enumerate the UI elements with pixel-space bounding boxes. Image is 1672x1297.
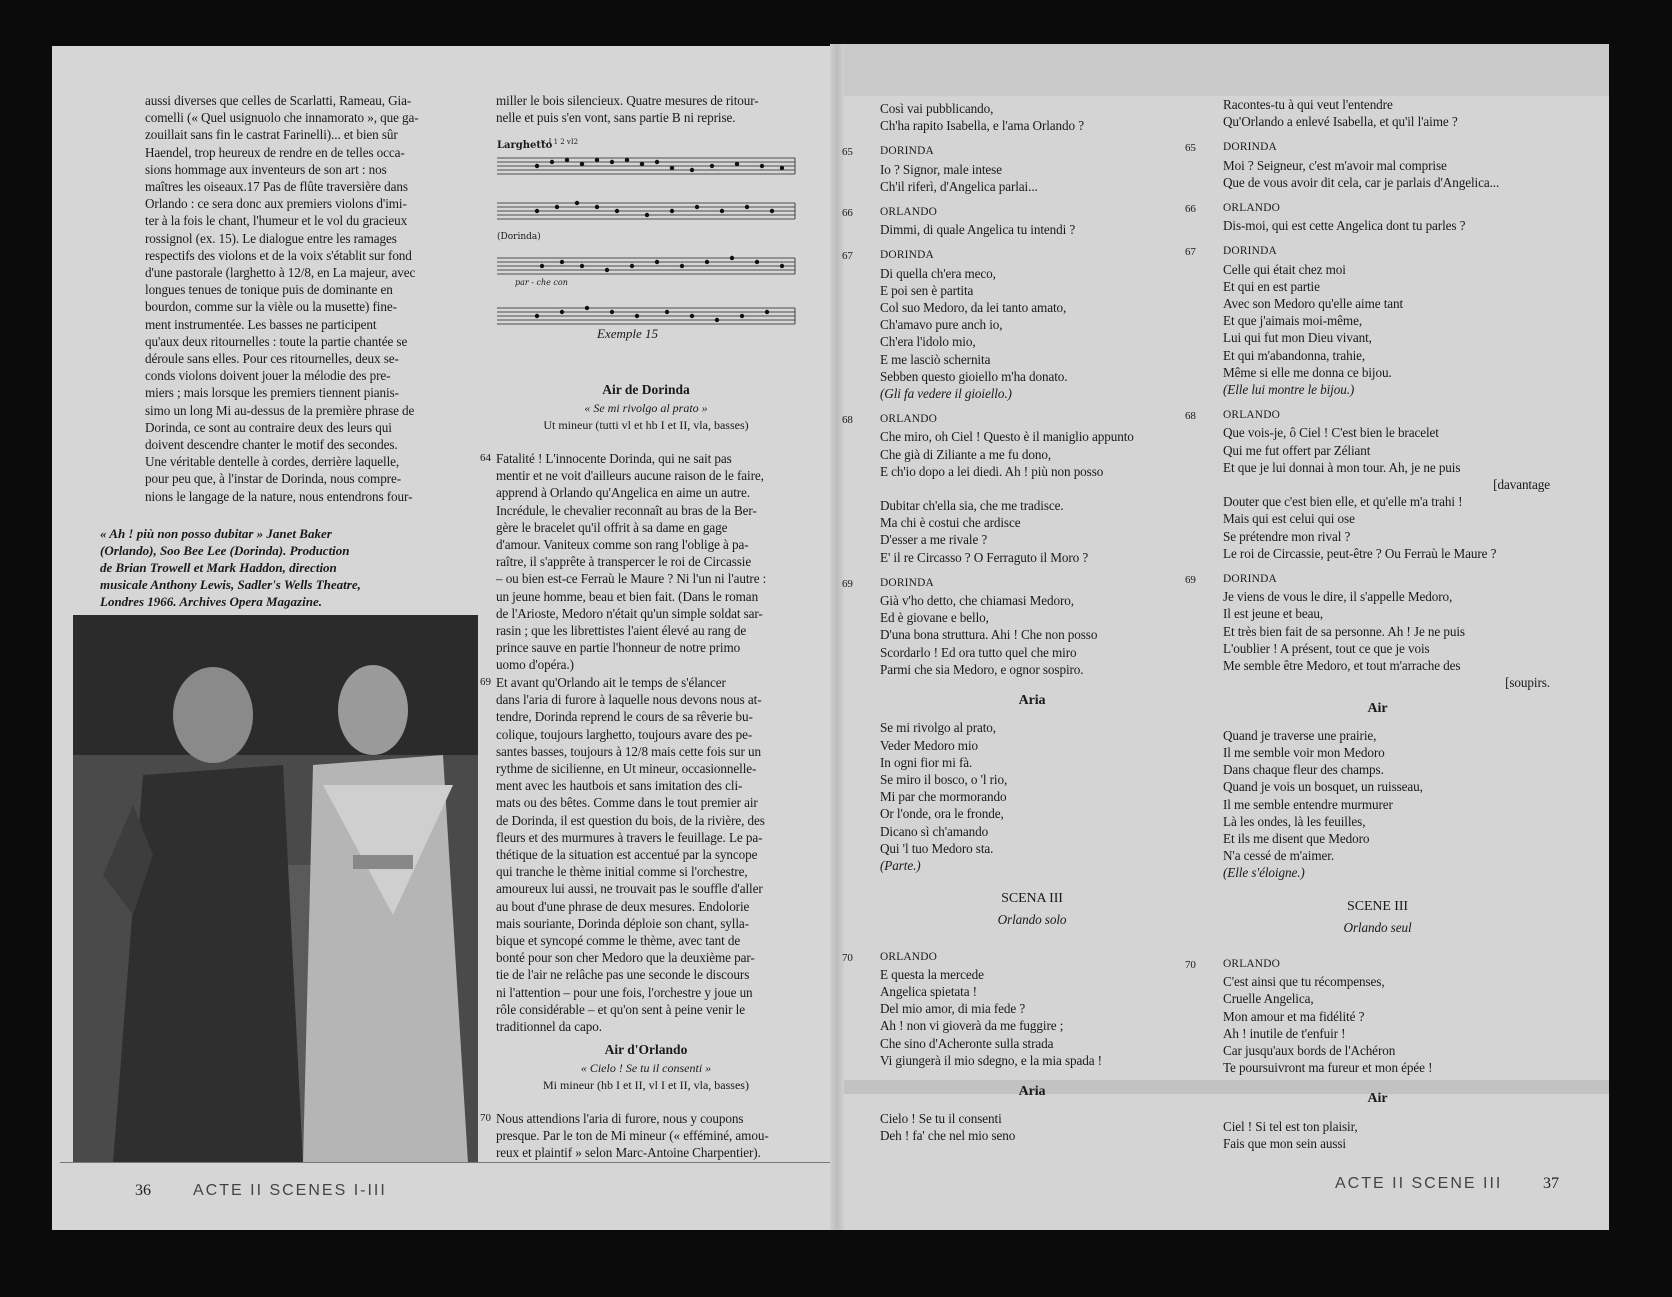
italian-speech-block: [842, 247, 1202, 402]
text-line: qu'aux deux ritournelles : toute la partie chantée se: [145, 333, 408, 349]
left-column-1: [145, 92, 450, 505]
verse-line: E poi sen è partita: [880, 282, 974, 298]
verse-line: Celle qui était chez moi: [1223, 261, 1346, 277]
text-line: rythme de sicilienne, en Ut mineur, occasionnelle-: [496, 761, 757, 777]
text-line: un jeune homme, beau et bien fait. (Dans le roman: [496, 588, 759, 604]
verse-line: Che miro, oh Ciel ! Questo è il maniglio appunto: [880, 429, 1134, 445]
score-staves: [497, 148, 797, 338]
text-line: ter à la fois le chant, l'humeur et le vol du gracieux: [145, 213, 408, 229]
text-line: doivent descendre chanter le motif des secondes.: [145, 437, 398, 453]
music-example-15: [497, 138, 797, 343]
speech-number: 67: [842, 250, 853, 263]
text-line: colique, toujours larghetto, toujours avare des pe-: [496, 726, 753, 742]
caption-line: « Ah ! più non posso dubitar » Janet Baker: [100, 526, 332, 541]
french-speech-block: [1185, 571, 1550, 691]
speaker-name: DORINDA: [1223, 141, 1277, 154]
aria-text: [862, 719, 1202, 874]
text-line: pour peu que, à l'instar de Dorinda, nous compre-: [145, 471, 402, 487]
verse-line: Vi giungerà il mio sdegno, e la mia spada !: [880, 1052, 1102, 1068]
french-translation-column: [1185, 96, 1550, 1152]
air-heading: Air: [1367, 700, 1388, 716]
italian-speech-block: [842, 411, 1202, 566]
italian-speech-block: [842, 575, 1202, 678]
verse-line: E me lasciò schernita: [880, 351, 991, 367]
verse-line: Et très bien fait de sa personne. Ah ! Je ne puis: [1223, 623, 1465, 639]
french-speech-block: [1185, 200, 1550, 234]
air-text: [1205, 1118, 1550, 1152]
score-tempo: Larghetto: [497, 140, 553, 151]
text-line: d'amour. Vaniteux comme son rang l'oblige à pa-: [496, 537, 749, 553]
verse-group: [1205, 96, 1550, 130]
verse-line: Me semble être Medoro, et tout m'arrache des: [1223, 658, 1461, 674]
speaker-name: ORLANDO: [1223, 202, 1281, 215]
verse-line: Ch'ha rapito Isabella, e l'ama Orlando ?: [880, 118, 1084, 134]
page-number-right: 37: [1543, 1175, 1559, 1192]
verse-line: Se mi rivolgo al prato,: [880, 720, 997, 736]
air-orlando-title: Air d'Orlando: [604, 1042, 688, 1057]
text-line: tie de l'air ne relâche pas une seconde le discours: [496, 967, 750, 983]
speaker-name: ORLANDO: [880, 413, 938, 426]
scene-subtitle: Orlando solo: [997, 912, 1067, 928]
caption-line: Londres 1966. Archives Opera Magazine.: [100, 594, 322, 609]
left-column-2-paragraph-3: [496, 1110, 796, 1162]
text-line: nions le langage de la nature, nous entendrons four-: [145, 488, 413, 504]
verse-line: Scordarlo ! Ed ora tutto quel che miro: [880, 644, 1077, 660]
text-line: d'une pastorale (larghetto à 12/8, en La majeur, avec: [145, 265, 416, 281]
aria-heading: Aria: [1018, 693, 1046, 709]
french-speech-block: [1185, 243, 1550, 398]
caption-line: (Orlando), Soo Bee Lee (Dorinda). Production: [100, 543, 350, 558]
text-line: raître, il s'apprête à transpercer le roi de Circassie: [496, 554, 752, 570]
running-footer-right: ACTE II SCENE III: [1335, 1175, 1503, 1192]
verse-line: Je viens de vous le dire, il s'appelle Medoro,: [1223, 589, 1453, 605]
verse-line: E' il re Circasso ? O Ferraguto il Moro ?: [880, 549, 1089, 565]
verse-line: Già v'ho detto, che chiamasi Medoro,: [880, 593, 1074, 609]
margin-number: 70: [480, 1112, 491, 1124]
verse-line: Il me semble entendre murmurer: [1223, 796, 1393, 812]
speech-number: 69: [1185, 574, 1196, 587]
text-line: Nous attendions l'aria di furore, nous y coupons: [496, 1111, 744, 1126]
speaker-name: ORLANDO: [1223, 409, 1281, 422]
verse-line: Mais qui est celui qui ose: [1223, 511, 1355, 527]
air-dorinda-scoring: Ut mineur (tutti vl et hb I et II, vla, basses): [543, 418, 749, 432]
speech-number: 66: [1185, 203, 1196, 216]
verse-line: Là les ondes, là les feuilles,: [1223, 813, 1366, 829]
verse-line: Mi par che mormorando: [880, 789, 1007, 805]
text-line: tendre, Dorinda reprend le cours de sa rêverie bu-: [496, 709, 753, 725]
verse-line: Cielo ! Se tu il consenti: [880, 1111, 1002, 1127]
scene-heading: SCENE III: [1347, 898, 1408, 914]
french-speech-block: [1185, 956, 1550, 1076]
left-column-2-paragraph-1: [496, 450, 796, 674]
verse-line: Ah ! non vi gioverà da me fuggire ;: [880, 1018, 1064, 1034]
verse-line: Moi ? Seigneur, c'est m'avoir mal comprise: [1223, 157, 1447, 173]
text-line: reux et plaintif » selon Marc-Antoine Charpentier).: [496, 1145, 761, 1161]
speech-number: 65: [842, 146, 853, 159]
speaker-name: ORLANDO: [880, 206, 938, 219]
score-lyric: par - che con: [515, 278, 568, 287]
verse-line: Col suo Medoro, da lei tanto amato,: [880, 300, 1067, 316]
verse-line: Et que je lui donnai à mon tour. Ah, je ne puis: [1223, 459, 1461, 475]
verse-line: D'esser a me rivale ?: [880, 532, 988, 548]
verse-line: Ch'era l'idolo mio,: [880, 334, 976, 350]
speech-number: 68: [842, 414, 853, 427]
text-line: ment instrumentée. Les basses ne participent: [145, 316, 377, 332]
verse-line: Ah ! inutile de t'enfuir !: [1223, 1025, 1346, 1041]
verse-line: Avec son Medoro qu'elle aime tant: [1223, 296, 1404, 312]
verse-line: Io ? Signor, male intese: [880, 161, 1002, 177]
italian-speech-block: [842, 204, 1202, 238]
aria-heading: Aria: [1018, 1083, 1046, 1099]
text-line: miller le bois silencieux. Quatre mesures de ritour-: [496, 93, 759, 108]
text-line: Fatalité ! L'innocente Dorinda, qui ne sait pas: [496, 451, 732, 466]
verse-line: Ch'amavo pure anch io,: [880, 317, 1003, 333]
aria-text: [862, 1110, 1202, 1144]
text-line: Haendel, trop heureux de rendre en de telles occa-: [145, 144, 405, 160]
text-line: rôle considérable – et qu'on sent à peine venir le: [496, 1001, 745, 1017]
text-line: déroule sans elles. Pour ces ritournelles, deux se-: [145, 351, 399, 367]
text-line: nelle et puis s'en vont, sans partie B ni reprise.: [496, 110, 736, 126]
verse-line: Dans chaque fleur des champs.: [1223, 762, 1384, 778]
text-line: santes basses, toujours à 12/8 mais cette fois sur un: [496, 743, 761, 759]
margin-number: 64: [480, 452, 491, 464]
verse-line: Che già di Ziliante a me fu dono,: [880, 446, 1052, 462]
text-line: respectifs des violons et de la voix s'établit sur fond: [145, 247, 412, 263]
french-speech-block: [1185, 407, 1550, 562]
verse-line: Quand je vois un bosquet, un ruisseau,: [1223, 779, 1423, 795]
example-label: Exemple 15: [597, 326, 659, 341]
left-column-2-paragraph-2: [496, 674, 796, 1035]
speaker-name: DORINDA: [880, 249, 934, 262]
verse-line: Or l'onde, ora le fronde,: [880, 806, 1004, 822]
text-line: mais souriante, Dorinda déploie son chant, sylla-: [496, 915, 749, 931]
text-line: Incrédule, le chevalier reconnaît au bras de la Ber-: [496, 502, 757, 518]
verse-line: Il me semble voir mon Medoro: [1223, 744, 1385, 760]
air-heading: Air: [1367, 1091, 1388, 1107]
verse-line: Racontes-tu à qui veut l'entendre: [1223, 97, 1393, 112]
text-line: fleurs et des murmures à travers le feuillage. Le pa-: [496, 829, 763, 845]
scene-subtitle: Orlando seul: [1343, 919, 1412, 935]
caption-line: musicale Anthony Lewis, Sadler's Wells Theatre,: [100, 577, 361, 592]
verse-line: Che sino d'Acheronte sulla strada: [880, 1035, 1054, 1051]
header-band: [837, 44, 1609, 96]
verse-line: [880, 480, 1202, 497]
verse-line: (Elle s'éloigne.): [1223, 865, 1305, 881]
text-line: Dorinda, ce sont au contraire deux des leurs qui: [145, 419, 392, 435]
text-line: maîtres les oiseaux.17 Pas de flûte traversière dans: [145, 179, 408, 195]
text-line: gère le bracelet qu'il offrit à sa dame en gage: [496, 519, 728, 535]
speaker-name: DORINDA: [1223, 245, 1277, 258]
text-line: presque. Par le ton de Mi mineur (« efféminé, amou-: [496, 1128, 769, 1144]
speech-number: 66: [842, 207, 853, 220]
photo-caption: [100, 525, 480, 610]
verse-line: E ch'io dopo a lei diedi. Ah ! più non posso: [880, 463, 1104, 479]
caption-line: de Brian Trowell et Mark Haddon, direction: [100, 560, 337, 575]
text-line: amoureux lui aussi, ne trouvait pas le souffle d'aller: [496, 881, 763, 897]
verse-line: (Gli fa vedere il gioiello.): [880, 386, 1012, 402]
text-line: de l'Arioste, Medoro n'était qu'un simple soldat sar-: [496, 605, 763, 621]
text-line: ni l'attention – pour une fois, l'orchestre y joue un: [496, 984, 753, 1000]
french-speech-block: [1185, 139, 1550, 191]
verse-line: Mon amour et ma fidélité ?: [1223, 1008, 1365, 1024]
text-line: au bout d'une phrase de deux mesures. Endolorie: [496, 898, 750, 914]
verse-line: N'a cessé de m'aimer.: [1223, 848, 1335, 864]
verse-line: Ed è giovane e bello,: [880, 610, 989, 626]
production-photo: [73, 615, 478, 1163]
verse-line: Le roi de Circassie, peut-être ? Ou Ferraù le Maure ?: [1223, 545, 1497, 561]
verse-line: Que de vous avoir dit cela, car je parlais d'Angelica...: [1223, 174, 1500, 190]
verse-line: Ma chi è costui che ardisce: [880, 515, 1021, 531]
text-line: rossignol (ex. 15). Le dialogue entre les ramages: [145, 230, 397, 246]
speech-number: 69: [842, 577, 853, 590]
speech-number: 70: [842, 951, 853, 964]
verse-line: Sebben questo gioiello m'ha donato.: [880, 368, 1068, 384]
text-line: traditionnel da capo.: [496, 1019, 602, 1035]
text-line: bourdon, comme sur la vièle ou la musette) fine-: [145, 299, 397, 315]
text-line: sions hommage aux inventeurs de son art : nos: [145, 161, 387, 177]
verse-group: [862, 100, 1202, 134]
speech-number: 68: [1185, 410, 1196, 423]
verse-line: Dis-moi, qui est cette Angelica dont tu parles ?: [1223, 218, 1466, 234]
text-line: mats ou des bêtes. Comme dans le tout premier air: [496, 795, 758, 811]
text-line: de Dorinda, il est question du bois, de la rivière, des: [496, 812, 765, 828]
verse-line: Di quella ch'era meco,: [880, 265, 996, 281]
verse-line: L'oublier ! A présent, tout ce que je vois: [1223, 640, 1430, 656]
text-line: Une véritable dentelle à cordes, derrière laquelle,: [145, 454, 400, 470]
text-line: miers ; mais lorsque les premiers tiennent pianis-: [145, 385, 399, 401]
verse-line: (Elle lui montre le bijou.): [1223, 382, 1355, 398]
verse-line: C'est ainsi que tu récompenses,: [1223, 974, 1385, 990]
speaker-name: ORLANDO: [880, 950, 938, 963]
speaker-name: ORLANDO: [1223, 957, 1281, 970]
verse-line: Deh ! fa' che nel mio seno: [880, 1128, 1016, 1144]
speaker-name: DORINDA: [880, 576, 934, 589]
verse-line: Et que j'aimais moi-même,: [1223, 313, 1363, 329]
text-line: prince sauve en partie l'honneur de notre primo: [496, 640, 741, 656]
footer-rule: [60, 1162, 830, 1163]
verse-line: Angelica spietata !: [880, 983, 977, 999]
verse-line: Même si elle me donna ce bijou.: [1223, 364, 1392, 380]
verse-line: Cruelle Angelica,: [1223, 991, 1314, 1007]
italian-libretto-column: [842, 100, 1202, 1145]
page-number-left: 36: [135, 1182, 151, 1199]
verse-line: Qu'Orlando a enlevé Isabella, et qu'il l'aime ?: [1223, 114, 1458, 130]
text-line: thétique de la situation est accentué par la syncope: [496, 847, 758, 863]
text-line: bonté pour son cher Medoro que la deuxième par-: [496, 950, 755, 966]
score-parts: v. I 1 2 vI2: [541, 138, 579, 146]
verse-line: Quand je traverse une prairie,: [1223, 727, 1377, 743]
verse-line: Que vois-je, ô Ciel ! C'est bien le bracelet: [1223, 425, 1439, 441]
verse-line: Così vai pubblicando,: [880, 101, 994, 116]
text-line: longues tenues de tonique puis de dominante en: [145, 282, 393, 298]
verse-line: [soupirs.: [1505, 675, 1550, 691]
verse-line: Douter que c'est bien elle, et qu'elle m'a trahi !: [1223, 494, 1463, 510]
air-orlando-incipit: « Cielo ! Se tu il consenti »: [580, 1061, 712, 1075]
verse-line: Il est jeune et beau,: [1223, 606, 1324, 622]
text-line: dans l'aria di furore à laquelle nous devons nous at-: [496, 692, 762, 708]
verse-line: Dicano sì ch'amando: [880, 823, 989, 839]
air-orlando-scoring: Mi mineur (hb I et II, vl I et II, vla, basses): [543, 1078, 749, 1092]
verse-line: In ogni fior mi fà.: [880, 754, 973, 770]
speech-number: 67: [1185, 246, 1196, 259]
air-dorinda-incipit: « Se mi rivolgo al prato »: [584, 401, 708, 415]
verse-line: Se miro il bosco, o 'l rio,: [880, 771, 1008, 787]
verse-line: [davantage: [1493, 477, 1550, 493]
left-column-2-intro: [496, 92, 796, 126]
air-dorinda-title: Air de Dorinda: [602, 382, 690, 397]
verse-line: Parmi che sia Medoro, e ognor sospiro.: [880, 661, 1084, 677]
text-line: aussi diverses que celles de Scarlatti, Rameau, Gia-: [145, 93, 412, 108]
verse-line: Et qui m'abandonna, trahie,: [1223, 347, 1366, 363]
verse-line: Fais que mon sein aussi: [1223, 1135, 1346, 1151]
text-line: uomo d'opéra.): [496, 657, 574, 673]
verse-line: Et qui en est partie: [1223, 278, 1320, 294]
text-line: comelli (« Quel usignuolo che innamorato », que ga-: [145, 110, 419, 126]
verse-line: Car jusqu'aux bords de l'Achéron: [1223, 1042, 1396, 1058]
text-line: ment avec les hautbois et sans imitation des cli-: [496, 778, 743, 794]
verse-line: Te poursuivront ma fureur et mon épée !: [1223, 1060, 1433, 1076]
score-voice: (Dorinda): [497, 232, 541, 242]
text-line: apprend à Orlando qu'Angelica en aime un autre.: [496, 485, 750, 501]
text-line: conds violons doivent jouer la mélodie des pre-: [145, 368, 391, 384]
verse-line: Et ils me disent que Medoro: [1223, 830, 1370, 846]
speaker-name: DORINDA: [1223, 573, 1277, 586]
verse-line: Qui 'l tuo Medoro sta.: [880, 840, 994, 856]
speech-number: 70: [1185, 958, 1196, 971]
text-line: bique et syncopé comme le thème, avec tant de: [496, 933, 741, 949]
italian-speech-block: [842, 143, 1202, 195]
verse-line: Veder Medoro mio: [880, 737, 979, 753]
verse-line: Dimmi, di quale Angelica tu intendi ?: [880, 222, 1076, 238]
air-text: [1205, 727, 1550, 882]
verse-line: Ch'il riferì, d'Angelica parlai...: [880, 178, 1038, 194]
verse-line: Ciel ! Si tel est ton plaisir,: [1223, 1118, 1358, 1134]
margin-number: 69: [480, 676, 491, 688]
speech-number: 65: [1185, 142, 1196, 155]
speaker-name: DORINDA: [880, 145, 934, 158]
italian-speech-block: [842, 949, 1202, 1069]
scene-heading: SCENA III: [1001, 891, 1063, 907]
text-line: simo un long Mi au-dessus de la première phrase de: [145, 402, 415, 418]
text-line: zouillait sans fin le castrat Farinelli)... et bien sûr: [145, 127, 398, 143]
verse-line: Dubitar ch'ella sia, che me tradisce.: [880, 498, 1064, 514]
verse-line: D'una bona struttura. Ahi ! Che non posso: [880, 627, 1098, 643]
text-line: mentir et ne voit d'ailleurs aucune raison de le faire,: [496, 468, 764, 484]
verse-line: Qui me fut offert par Zéliant: [1223, 442, 1371, 458]
verse-line: (Parte.): [880, 857, 921, 873]
text-line: Et avant qu'Orlando ait le temps de s'élancer: [496, 675, 726, 690]
verse-line: Del mio amor, di mia fede ?: [880, 1001, 1026, 1017]
text-line: qui tranche le thème initial comme si l'orchestre,: [496, 864, 748, 880]
verse-line: E questa la mercede: [880, 966, 984, 982]
verse-line: Lui qui fut mon Dieu vivant,: [1223, 330, 1372, 346]
photo-illustration: [73, 615, 478, 1163]
verse-line: Se prétendre mon rival ?: [1223, 528, 1351, 544]
running-footer-left: ACTE II SCENES I-III: [193, 1182, 387, 1199]
text-line: – ou bien est-ce Ferraù le Maure ? Ni l'un ni l'autre :: [496, 571, 767, 587]
text-line: rasin ; que les librettistes l'aient élevé au rang de: [496, 623, 747, 639]
text-line: Orlando : ce sera donc aux premiers violons d'imi-: [145, 196, 407, 212]
